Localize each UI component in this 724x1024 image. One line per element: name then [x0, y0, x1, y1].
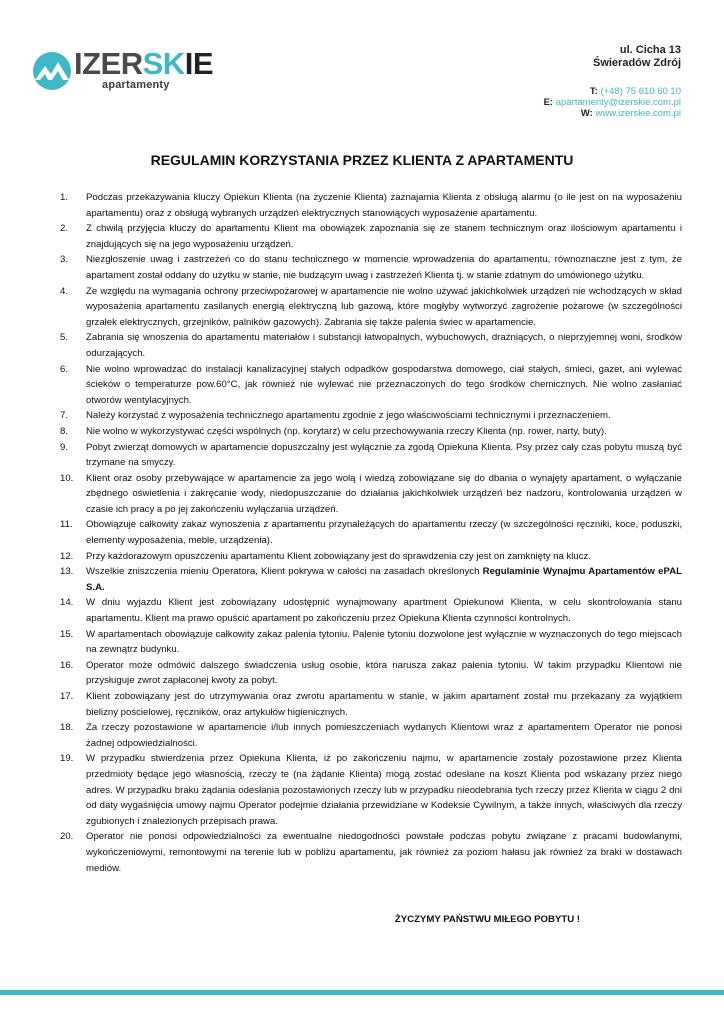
rule-number: 1. [60, 192, 69, 203]
rule-text-body: W dniu wyjazdu Klient jest zobowiązany udostępnić wynajmowany apartment Opiekunowi Klienta, w celu skontrolowania stanu apartamentu. Klient ma prawo opuścić apartament po zakończeniu przez Opiekuna Klienta czynności kontrolnych. [86, 597, 682, 625]
rule-item [60, 595, 682, 626]
rule-text [86, 190, 682, 221]
rule-text [86, 595, 682, 626]
rule-item [60, 517, 682, 548]
rule-item [60, 549, 682, 565]
rule-text-body: Operator nie ponosi odpowiedzialności za ewentualne niedogodności powstałe podczas pobytu związane z pracami budowlanymi, wykończeniowymi, remontowymi na terenie lub w pobliżu apartamentu, jak również za poziom hałasu jak również za braki w dostawach mediów. [86, 831, 682, 874]
rule-text-body: Wszelkie zniszczenia mieniu Operatora, Klient pokrywa w całości na zasadach określonych [86, 566, 483, 578]
rule-item [60, 284, 682, 331]
mountain-logo-icon [30, 50, 74, 90]
rule-text [86, 424, 682, 440]
rule-text [86, 221, 682, 252]
rule-number: 4. [60, 285, 69, 297]
rule-number: 3. [60, 254, 69, 266]
rule-item [60, 564, 682, 595]
logo-part-2: SK [142, 46, 185, 81]
rule-text-body: Nie wolno wprowadzać do instalacji kanalizacyjnej stałych odpadków gospodarstwa domowego, ciał stałych, śmieci, gazet, ani wylewać ścieków o temperaturze pow.60°C, jak również nie wylewać nie przeznaczonych do tego środków chemicznych. Nie wolno zasłaniać otworów wentylacyjnych. [86, 363, 682, 406]
rule-text [86, 658, 682, 689]
rule-text-body: Nie wolno w wykorzystywać części wspólnych (np. korytarz) w celu przechowywania rzeczy Klienta (np. rower, narty, buty). [86, 425, 607, 437]
rule-number: 17. [60, 691, 74, 702]
rule-text [86, 362, 682, 409]
rule-text-body: Operator może odmówić dalszego świadczenia usług osobie, która narusza zakaz palenia tytoniu. W takim przypadku Klientowi nie przysługuje zwrot zapłaconej kwoty za pobyt. [86, 659, 682, 687]
rule-text [86, 751, 682, 829]
contact-phone [544, 86, 681, 97]
rule-item [60, 627, 682, 658]
address-street: ul. Cicha 13 [619, 44, 681, 56]
rule-number: 16. [60, 659, 74, 671]
rule-text-body: W apartamentach obowiązuje całkowity zakaz palenia tytoniu. Palenie tytoniu dozwolone jest wyłącznie w wyznaczonych do tego miejscach na zewnątrz budynku. [86, 628, 682, 656]
contact-label: T: [589, 86, 598, 97]
rule-text-bold: Regulaminie Wynajmu Apartamentów ePAL S.A. [86, 566, 682, 593]
email-link[interactable]: apartamenty@izerskie.com.pl [555, 97, 681, 108]
rule-item [60, 424, 682, 440]
rule-text [86, 330, 682, 361]
contact-website [544, 108, 681, 119]
rules-list [60, 190, 682, 876]
rule-item [60, 829, 682, 876]
logo-subtitle: apartamenty [102, 79, 170, 91]
rule-text [86, 720, 682, 751]
rule-item [60, 190, 682, 221]
rule-number: 19. [60, 753, 74, 765]
rule-text [86, 689, 682, 720]
contact-info [544, 86, 681, 119]
rule-number: 14. [60, 597, 74, 609]
rule-item [60, 408, 682, 424]
company-address [593, 44, 681, 70]
contact-label: W: [580, 108, 593, 119]
contact-email [544, 97, 681, 108]
rule-number: 7. [60, 410, 69, 422]
rule-text-body: Pobyt zwierząt domowych w apartamencie dopuszczalny jest wyłącznie za zgodą Opiekuna Klienta. Psy przez cały czas pobytu muszą być trzymane na smyczy. [86, 441, 682, 469]
website-link[interactable]: www.izerskie.com.pl [595, 108, 681, 119]
rule-text-body: W przypadku stwierdzenia przez Opiekuna Klienta, iż po zakończeniu najmu, w apartamencie zostały pozostawione przez Klienta przedmioty będące jego własnością, rzeczy te (na żądanie Klienta) mogą zostać odesłane na koszt Klienta pod wskazany przez niego adres. W przypadku braku żądania odesłania pozostawionych rzeczy lub w przypadku nieodebrania tych rzeczy przez Klienta w ciągu 2 dni od daty wygaśnięcia umowy najmu Operator podejmie działania przewidziane w Kodeksie Cywilnym, a także innych, właściwych dla rzeczy zgubionych i znalezionych przepisach prawa. [86, 753, 682, 827]
rule-number: 12. [60, 550, 74, 562]
rule-number: 20. [60, 831, 74, 843]
rule-number: 9. [60, 441, 69, 453]
contact-label: E: [543, 97, 554, 108]
rule-text [86, 517, 682, 548]
rule-item [60, 751, 682, 829]
rule-item [60, 330, 682, 361]
logo-wordmark [74, 46, 213, 82]
address-city: Świeradów Zdrój [592, 57, 681, 69]
rule-text-body: Obowiązuje całkowity zakaz wynoszenia z apartamentu przynależących do apartamentu rzeczy (w szczególności ręczniki, koce, poduszki, elementy wyposażenia, meble, urządzenia). [86, 519, 682, 547]
rule-number: 18. [60, 722, 74, 734]
rule-text-body: Z chwilą przyjęcia kluczy do apartamentu Klient ma obowiązek zapoznania się ze stanem technicznym oraz ilościowym apartamentu i znajdujących się na jego wyposażeniu urządzeń. [86, 223, 682, 250]
rule-text-body: Klient oraz osoby przebywające w apartamencie za jego wolą i wiedzą zobowiązane się do dbania o wynajęty apartament, o wyłączanie zbędnego oświetlenia i zakręcanie wody, niedopuszczanie do działania jakichkolwiek urządzeń bez nadzoru, kontrolowania urządzeń w czasie ich pracy a po jej zakończeniu wyłączania urządzeń. [86, 472, 682, 515]
rule-item [60, 252, 682, 283]
rule-text [86, 252, 682, 283]
rule-number: 13. [60, 566, 74, 578]
rule-item [60, 471, 682, 518]
rule-number: 8. [60, 425, 69, 437]
company-logo [30, 46, 230, 96]
rule-text [86, 564, 682, 595]
rule-text [86, 408, 682, 424]
phone-value[interactable]: (+48) 75 610 60 10 [600, 86, 681, 97]
rule-number: 11. [60, 519, 73, 531]
closing-greeting: ŻYCZYMY PAŃSTWU MIŁEGO POBYTU ! [394, 914, 580, 925]
rule-text-body: Zabrania się wnoszenia do apartamentu materiałów i substancji łatwopalnych, wybuchowych, drażniących, o nieprzyjemnej woni, środków odurzających. [86, 332, 682, 359]
rule-number: 5. [60, 332, 69, 344]
rule-number: 6. [60, 363, 69, 375]
bottom-accent-bar [0, 990, 724, 995]
logo-part-1: IZER [74, 46, 143, 81]
rule-item [60, 720, 682, 751]
rule-text [86, 471, 682, 518]
rule-text [86, 627, 682, 658]
rule-item [60, 362, 682, 409]
rule-number: 10. [60, 472, 74, 484]
rule-item [60, 658, 682, 689]
rule-text-body: Przy każdorazowym opuszczeniu apartamentu Klient zobowiązany jest do sprawdzenia czy jest on zamknięty na klucz. [86, 550, 591, 562]
rule-number: 15. [60, 628, 74, 640]
rule-text [86, 549, 682, 565]
rule-item [60, 440, 682, 471]
rule-text-body: Ze względu na wymagania ochrony przeciwpożarowej w apartamencie nie wolno używać jakichkolwiek urządzeń nie wchodzących w skład wyposażenia apartamentu zasilanych energią elektryczną lub gazową, które mogłyby wytworzyć zagrożenie pożarowe (w szczególności grzałek elektrycznych, grzejników, palników gazowych). Zabrania się także palenia świec w apartamencie. [86, 285, 682, 328]
rule-text-body: Niezgłoszenie uwag i zastrzeżeń co do stanu technicznego w momencie wprowadzenia do apartamentu, równoznaczne jest z tym, że apartament został oddany do użytku w stanie, nie budzącym uwag i zastrzeżeń Klienta tj. w stanie zdatnym do umówionego użytku. [86, 254, 682, 281]
rule-text [86, 440, 682, 471]
rule-text [86, 284, 682, 331]
rule-text-body: Klient zobowiązany jest do utrzymywania oraz zwrotu apartamentu w stanie, w jakim apartament został mu przekazany za wyjątkiem bielizny pościelowej, ręczników, oraz artykułów higienicznych. [86, 691, 682, 718]
rule-item [60, 221, 682, 252]
rule-text-body: Za rzeczy pozostawione w apartamencie i/lub innych pomieszczeniach wydanych Klientowi wraz z apartamentem Operator nie ponosi żadnej odpowiedzialności. [86, 722, 682, 749]
document-title: REGULAMIN KORZYSTANIA PRZEZ KLIENTA Z APARTAMENTU [150, 152, 574, 168]
rule-text-body: Podczas przekazywania kluczy Opiekun Klienta (na życzenie Klienta) zaznajamia Klienta z obsługą alarmu (o ile jest on na wyposażeniu apartamentu) oraz z obsługą wybranych urządzeń elektrycznych stanowiących wyposażenie apartamentu. [86, 192, 682, 219]
logo-part-3: IE [184, 46, 213, 81]
rule-item [60, 689, 682, 720]
rule-text-body: Należy korzystać z wyposażenia technicznego apartamentu zgodnie z jego właściwościami technicznymi i przeznaczeniem. [86, 410, 611, 422]
rule-text [86, 829, 682, 876]
rule-number: 2. [60, 223, 69, 235]
